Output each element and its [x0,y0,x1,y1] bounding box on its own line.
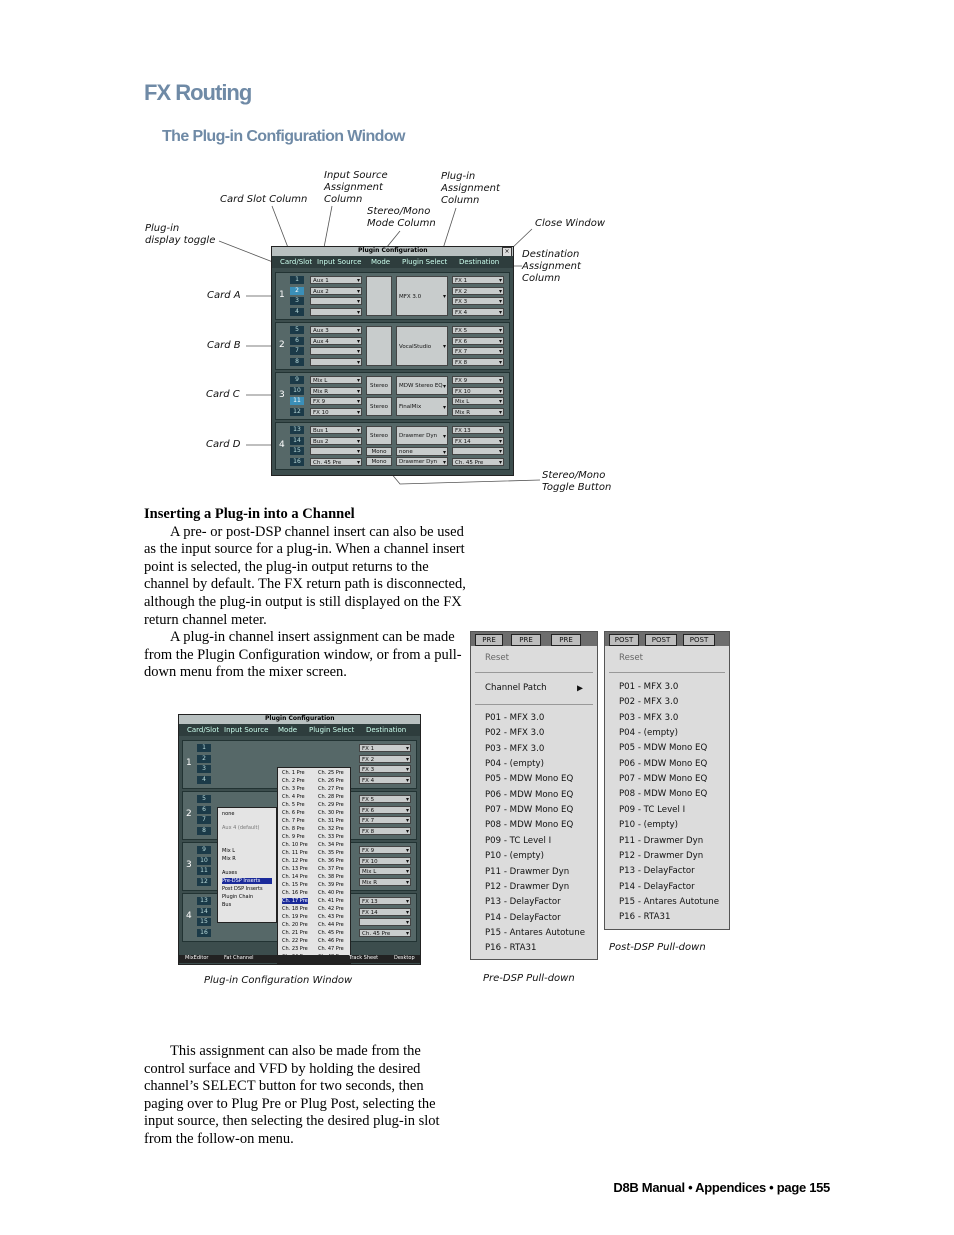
destination-dropdown[interactable]: FX 1 ▾ [359,744,411,752]
callout-plugin-assignment: Plug-in Assignment Column [441,171,500,206]
plugin-select-dropdown[interactable]: VocalStudio ▾ [396,326,448,366]
plugin-configuration-window [271,246,514,476]
post-dsp-caption: Post-DSP Pull-down [609,942,706,953]
plugin-slot-item[interactable]: P05 - MDW Mono EQ [485,774,574,785]
plugin-select-dropdown[interactable]: MFX 3.0 ▾ [396,276,448,316]
callout-stereo-mono-toggle: Stereo/Mono Toggle Button [542,470,612,493]
input-source-dropdown[interactable]: Aux 1 ▾ [310,276,362,284]
channel-list-item[interactable]: Ch. 20 Pre [282,922,308,928]
input-source-dropdown[interactable]: Aux 2 ▾ [310,287,362,295]
page-footer: D8B Manual • Appendices • page 155 [613,1180,830,1195]
input-source-dropdown[interactable] [310,297,362,305]
popup-menu-item[interactable]: Auxes [222,870,238,876]
destination-dropdown[interactable]: FX 6 ▾ [359,806,411,814]
card-slot-button[interactable]: 1 [290,276,304,284]
card-number: 3 [279,390,285,400]
destination-dropdown[interactable]: FX 7 ▾ [359,816,411,824]
column-header-row [179,724,420,736]
destination-dropdown[interactable]: Mix L ▾ [359,867,411,875]
destination-dropdown[interactable]: FX 3 ▾ [359,765,411,773]
input-source-dropdown[interactable]: FX 10 ▾ [310,408,362,416]
plugin-select-dropdown[interactable]: none ▾ [396,447,448,456]
menu-channel-patch[interactable]: Channel Patch [485,683,547,693]
plugin-slot-item[interactable]: P15 - Antares Autotune [619,896,719,907]
plugin-slot-item[interactable]: P08 - MDW Mono EQ [619,789,708,800]
card-slot-button[interactable]: 11 [290,397,304,405]
input-source-dropdown[interactable] [310,347,362,355]
destination-dropdown[interactable]: FX 14 ▾ [452,437,504,445]
destination-dropdown[interactable]: FX 8 ▾ [359,827,411,835]
channel-list-item[interactable]: Ch. 4 Pre [282,794,305,800]
destination-dropdown[interactable]: Ch. 45 Pre ▾ [359,929,411,937]
destination-dropdown[interactable]: FX 4 ▾ [452,308,504,316]
input-source-dropdown[interactable] [310,358,362,366]
input-source-dropdown[interactable]: Aux 4 ▾ [310,337,362,345]
channel-list-item[interactable]: Ch. 17 Pre [282,898,308,904]
stereo-mono-toggle-button[interactable] [366,276,392,316]
channel-list-item[interactable]: Ch. 45 Pre [318,930,344,936]
destination-dropdown[interactable]: FX 5 ▾ [452,326,504,334]
card-slot-button[interactable]: 10 [290,387,304,395]
channel-list-item[interactable]: Ch. 42 Pre [318,906,344,912]
card-slot-button[interactable]: 9 [197,846,211,854]
plugin-slot-item[interactable]: P04 - (empty) [619,728,678,739]
card-number: 2 [186,809,192,819]
destination-dropdown[interactable]: Mix L ▾ [452,397,504,405]
channel-list-item[interactable]: Ch. 39 Pre [318,882,344,888]
input-source-dropdown[interactable] [310,447,362,455]
section-subheading: The Plug-in Configuration Window [162,128,405,145]
card-number: 1 [186,758,192,768]
plugin-slot-item[interactable]: P07 - MDW Mono EQ [485,805,574,816]
plugin-slot-item[interactable]: P12 - Drawmer Dyn [619,850,704,861]
post-tab-3[interactable]: POST [683,634,715,646]
popup-menu-item[interactable]: Pre-DSP Inserts [222,878,272,884]
callout-card-c: Card C [206,389,240,400]
tab-fat-channel[interactable]: Fat Channel [224,955,254,961]
pre-tab-2[interactable]: PRE [511,634,541,646]
plugin-slot-item[interactable]: P12 - Drawmer Dyn [485,881,570,892]
input-source-dropdown[interactable]: Aux 3 ▾ [310,326,362,334]
card-number: 4 [186,911,192,921]
plugin-select-dropdown[interactable]: Drawmer Dyn ▾ [396,426,448,445]
window-caption: Plug-in Configuration Window [204,975,353,986]
page-heading: FX Routing [144,80,252,105]
channel-list-item[interactable]: Ch. 35 Pre [318,850,344,856]
card-slot-button[interactable]: 2 [197,755,211,763]
header-card-slot: Card/Slot [187,726,220,734]
pre-tab-bar [471,632,597,646]
channel-list-item[interactable]: Ch. 28 Pre [318,794,344,800]
popup-menu-item[interactable]: Mix L [222,848,236,854]
card-slot-button[interactable]: 8 [290,358,304,366]
pre-dsp-pulldown-menu [470,631,598,960]
plugin-slot-item[interactable]: P15 - Antares Autotune [485,927,585,938]
plugin-slot-item[interactable]: P07 - MDW Mono EQ [619,774,708,785]
card-number: 1 [279,290,285,300]
card-slot-button[interactable]: 15 [290,447,304,455]
card-slot-button[interactable]: 16 [197,929,211,937]
destination-dropdown[interactable]: FX 13 ▾ [359,897,411,905]
card-slot-button[interactable]: 7 [290,347,304,355]
plugin-slot-item[interactable]: P09 - TC Level I [619,804,686,815]
popup-menu-item[interactable]: Mix R [222,856,236,862]
plugin-slot-item[interactable]: P16 - RTA31 [485,943,537,954]
plugin-slot-item[interactable]: P05 - MDW Mono EQ [619,743,708,754]
plugin-slot-item[interactable]: P09 - TC Level I [485,835,552,846]
card-number: 4 [279,440,285,450]
input-source-dropdown[interactable]: Bus 1 ▾ [310,426,362,434]
insert-section [144,506,474,682]
window-titlebar [272,247,513,256]
card-slot-button[interactable]: 13 [290,426,304,434]
header-card-slot: Card/Slot [280,258,313,266]
card-slot-button[interactable]: 10 [197,857,211,865]
destination-dropdown[interactable]: FX 6 ▾ [452,337,504,345]
channel-list-item[interactable]: Ch. 1 Pre [282,770,305,776]
plugin-slot-item[interactable]: P08 - MDW Mono EQ [485,820,574,831]
channel-list-item[interactable]: Ch. 26 Pre [318,778,344,784]
input-source-dropdown[interactable]: Bus 2 ▾ [310,437,362,445]
plugin-select-dropdown[interactable]: FinalMix ▾ [396,397,448,416]
popup-menu-item[interactable]: Bus [222,902,232,908]
popup-menu-item[interactable]: Aux 4 (default) [222,825,260,831]
input-source-dropdown[interactable] [310,308,362,316]
card-band [275,322,510,370]
popup-menu-item[interactable]: none [222,811,235,817]
card-slot-button[interactable]: 7 [197,816,211,824]
card-band [275,422,510,470]
window-titlebar [179,715,420,724]
plugin-select-dropdown[interactable]: MDW Stereo EQ ▾ [396,376,448,395]
destination-dropdown[interactable]: FX 10 ▾ [452,387,504,395]
pre-tab-1[interactable]: PRE [475,634,503,646]
channel-list-item[interactable]: Ch. 12 Pre [282,858,308,864]
plugin-slot-item[interactable]: P01 - MFX 3.0 [485,713,545,723]
destination-dropdown[interactable]: FX 10 ▾ [359,857,411,865]
popup-menu-item[interactable]: Post DSP Inserts [222,886,263,892]
channel-list-item[interactable]: Ch. 37 Pre [318,866,344,872]
channel-list-item[interactable]: Ch. 22 Pre [282,938,308,944]
post-dsp-pulldown-menu [604,631,730,930]
channel-list-item[interactable]: Ch. 25 Pre [318,770,344,776]
channel-list-item[interactable]: Ch. 11 Pre [282,850,308,856]
callout-input-source: Input Source Assignment Column [324,170,388,205]
card-slot-button[interactable]: 3 [197,765,211,773]
destination-dropdown[interactable]: FX 9 ▾ [452,376,504,384]
callout-card-slot-column: Card Slot Column [220,194,308,205]
channel-list-item[interactable]: Ch. 41 Pre [318,898,344,904]
card-slot-button[interactable]: 9 [290,376,304,384]
destination-dropdown[interactable]: FX 3 ▾ [452,297,504,305]
channel-list-item[interactable]: Ch. 3 Pre [282,786,305,792]
card-slot-button[interactable]: 14 [290,437,304,445]
card-slot-button[interactable]: 8 [197,827,211,835]
column-header-row [272,256,513,268]
destination-dropdown[interactable]: FX 7 ▾ [452,347,504,355]
plugin-slot-item[interactable]: P11 - Drawmer Dyn [619,835,704,846]
post-tab-2[interactable]: POST [645,634,677,646]
menu-reset[interactable]: Reset [619,653,644,663]
card-slot-button[interactable]: 16 [290,458,304,466]
input-source-popup [217,807,277,923]
stereo-mono-toggle-button[interactable]: Mono [366,447,392,456]
card-slot-button[interactable]: 12 [290,408,304,416]
plugin-slot-item[interactable]: P11 - Drawmer Dyn [485,866,570,877]
channel-list-item[interactable]: Ch. 2 Pre [282,778,305,784]
stereo-mono-toggle-button[interactable]: Stereo [366,397,392,416]
channel-list-item[interactable]: Ch. 13 Pre [282,866,308,872]
callout-plugin-display-toggle: Plug-in display toggle [145,223,216,246]
submenu-arrow-icon: ▶ [577,683,584,694]
paragraph-1: A pre- or post-DSP channel insert can also be used as the input source for a plug-in. When a channel insert point is selected, the plug-in output returns to the channel by default. The FX return path is disconnected, although the plug-in output is still displayed on the FX return channel meter. [144,523,466,628]
header-mode: Mode [371,258,391,266]
menu-separator [609,672,725,673]
channel-list-item[interactable]: Ch. 40 Pre [318,890,344,896]
destination-dropdown[interactable]: FX 1 ▾ [452,276,504,284]
card-slot-button[interactable]: 14 [197,908,211,916]
destination-dropdown[interactable]: FX 8 ▾ [452,358,504,366]
destination-dropdown[interactable] [452,447,504,455]
callout-destination: Destination Assignment Column [522,249,581,284]
card-slot-button[interactable]: 5 [197,795,211,803]
plugin-slot-item[interactable]: P02 - MFX 3.0 [485,728,545,739]
plugin-slot-item[interactable]: P03 - MFX 3.0 [485,743,545,754]
channel-list-item[interactable]: Ch. 10 Pre [282,842,308,848]
callout-card-b: Card B [207,340,241,351]
card-slot-button[interactable]: 11 [197,867,211,875]
card-slot-button[interactable]: 6 [197,806,211,814]
channel-list-item[interactable]: Ch. 32 Pre [318,826,344,832]
channel-list-item[interactable]: Ch. 47 Pre [318,946,344,952]
plugin-configuration-window-2 [178,714,421,965]
channel-list-item[interactable]: Ch. 6 Pre [282,810,305,816]
tab-desktop[interactable]: Desktop [394,955,415,961]
plugin-slot-item[interactable]: P06 - MDW Mono EQ [619,758,708,769]
plugin-slot-item[interactable]: P14 - DelayFactor [619,881,695,892]
channel-list-popup [277,767,351,964]
card-slot-button[interactable]: 5 [290,326,304,334]
channel-list-item[interactable]: Ch. 15 Pre [282,882,308,888]
post-tab-1[interactable]: POST [609,634,639,646]
channel-list-item[interactable]: Ch. 29 Pre [318,802,344,808]
channel-list-item[interactable]: Ch. 19 Pre [282,914,308,920]
window-title: Plugin Configuration [265,715,335,722]
plugin-slot-item[interactable]: P04 - (empty) [485,759,544,770]
stereo-mono-toggle-button[interactable]: Mono [366,457,392,466]
card-slot-button[interactable]: 3 [290,297,304,305]
header-input-source: Input Source [224,726,269,734]
destination-dropdown[interactable]: Mix R ▾ [359,878,411,886]
plugin-slot-item[interactable]: P06 - MDW Mono EQ [485,789,574,800]
input-source-dropdown[interactable]: Mix R ▾ [310,387,362,395]
header-plugin-select: Plugin Select [309,726,355,734]
header-destination: Destination [459,258,500,266]
section-title: Inserting a Plug-in into a Channel [144,506,355,522]
input-source-dropdown[interactable]: Ch. 45 Pre ▾ [310,458,362,466]
channel-list-item[interactable]: Ch. 43 Pre [318,914,344,920]
channel-list-item[interactable]: Ch. 16 Pre [282,890,308,896]
close-window-icon[interactable]: × [502,247,512,257]
card-number: 3 [186,860,192,870]
card-band [275,372,510,420]
input-source-dropdown[interactable]: Mix L ▾ [310,376,362,384]
channel-list-item[interactable]: Ch. 34 Pre [318,842,344,848]
stereo-mono-toggle-button[interactable]: Stereo [366,376,392,395]
channel-list-item[interactable]: Ch. 31 Pre [318,818,344,824]
destination-dropdown[interactable]: Mix R ▾ [452,408,504,416]
channel-list-item[interactable]: Ch. 9 Pre [282,834,305,840]
plugin-slot-item[interactable]: P02 - MFX 3.0 [619,697,679,708]
pre-tab-3[interactable]: PRE [551,634,581,646]
header-mode: Mode [278,726,298,734]
callout-stereo-mono-mode: Stereo/Mono Mode Column [367,206,436,229]
channel-list-item[interactable]: Ch. 7 Pre [282,818,305,824]
callout-close-window: Close Window [535,218,606,229]
channel-list-item[interactable]: Ch. 30 Pre [318,810,344,816]
paragraph-3-block [144,1043,464,1149]
card-slot-button[interactable]: 4 [197,776,211,784]
card-slot-button[interactable]: 2 [290,287,304,295]
post-tab-bar [605,632,729,646]
channel-list-item[interactable]: Ch. 14 Pre [282,874,308,880]
header-input-source: Input Source [317,258,362,266]
stereo-mono-toggle-button[interactable]: Stereo [366,426,392,445]
plugin-slot-item[interactable]: P03 - MFX 3.0 [619,712,679,723]
channel-list-item[interactable]: Ch. 23 Pre [282,946,308,952]
card-slot-button[interactable]: 12 [197,878,211,886]
card-number: 2 [279,340,285,350]
card-slot-button[interactable]: 4 [290,308,304,316]
callout-card-d: Card D [206,439,241,450]
destination-dropdown[interactable]: FX 2 ▾ [452,287,504,295]
paragraph-2: A plug-in channel insert assignment can be made from the Plugin Configuration window, or from a pull-down menu from the mixer screen. [144,629,462,681]
plugin-slot-item[interactable]: P13 - DelayFactor [485,897,561,908]
header-destination: Destination [366,726,407,734]
card-slot-button[interactable]: 6 [290,337,304,345]
channel-list-item[interactable]: Ch. 38 Pre [318,874,344,880]
pre-dsp-caption: Pre-DSP Pull-down [483,973,575,984]
channel-list-item[interactable]: Ch. 8 Pre [282,826,305,832]
plugin-slot-item[interactable]: P10 - (empty) [619,820,678,831]
tab-track-sheet[interactable]: Track Sheet [349,955,379,961]
channel-list-item[interactable]: Ch. 44 Pre [318,922,344,928]
channel-list-item[interactable]: Ch. 33 Pre [318,834,344,840]
destination-dropdown[interactable]: FX 14 ▾ [359,908,411,916]
plugin-slot-item[interactable]: P01 - MFX 3.0 [619,682,679,692]
input-source-dropdown[interactable]: FX 9 ▾ [310,397,362,405]
channel-list-item[interactable]: Ch. 46 Pre [318,938,344,944]
destination-dropdown[interactable]: FX 9 ▾ [359,846,411,854]
popup-menu-item[interactable]: Plugin Chain [222,894,254,900]
plugin-slot-item[interactable]: P10 - (empty) [485,851,544,862]
destination-dropdown[interactable]: FX 4 ▾ [359,776,411,784]
bottom-tab-bar [179,955,420,963]
menu-separator [475,672,593,673]
channel-list-item[interactable]: Ch. 27 Pre [318,786,344,792]
destination-dropdown[interactable] [359,918,411,926]
channel-list-item[interactable]: Ch. 21 Pre [282,930,308,936]
tab-mixeditor[interactable]: MixEditor [185,955,209,961]
card-band [275,272,510,320]
plugin-slot-item[interactable]: P16 - RTA31 [619,912,671,923]
menu-reset[interactable]: Reset [485,653,510,663]
destination-dropdown[interactable]: Ch. 45 Pre ▾ [452,458,504,466]
header-plugin-select: Plugin Select [402,258,448,266]
stereo-mono-toggle-button[interactable] [366,326,392,366]
paragraph-3: This assignment can also be made from the control surface and VFD by holding the desired channel’s SELECT button for two seconds, then paging over to Plug Pre or Plug Post, selecting the input source, then selecting the desired plug-in slot from the follow-on menu. [144,1043,440,1147]
destination-dropdown[interactable]: FX 13 ▾ [452,426,504,434]
card-slot-button[interactable]: 13 [197,897,211,905]
card-slot-button[interactable]: 1 [197,744,211,752]
plugin-slot-item[interactable]: P13 - DelayFactor [619,866,695,877]
plugin-select-dropdown[interactable]: Drawmer Dyn ▾ [396,457,448,466]
card-slot-button[interactable]: 15 [197,918,211,926]
destination-dropdown[interactable]: FX 5 ▾ [359,795,411,803]
menu-separator [475,704,593,705]
destination-dropdown[interactable]: FX 2 ▾ [359,755,411,763]
channel-list-item[interactable]: Ch. 36 Pre [318,858,344,864]
callout-card-a: Card A [207,290,241,301]
channel-list-item[interactable]: Ch. 5 Pre [282,802,305,808]
channel-list-item[interactable]: Ch. 18 Pre [282,906,308,912]
window-title: Plugin Configuration [358,247,428,254]
plugin-slot-item[interactable]: P14 - DelayFactor [485,912,561,923]
